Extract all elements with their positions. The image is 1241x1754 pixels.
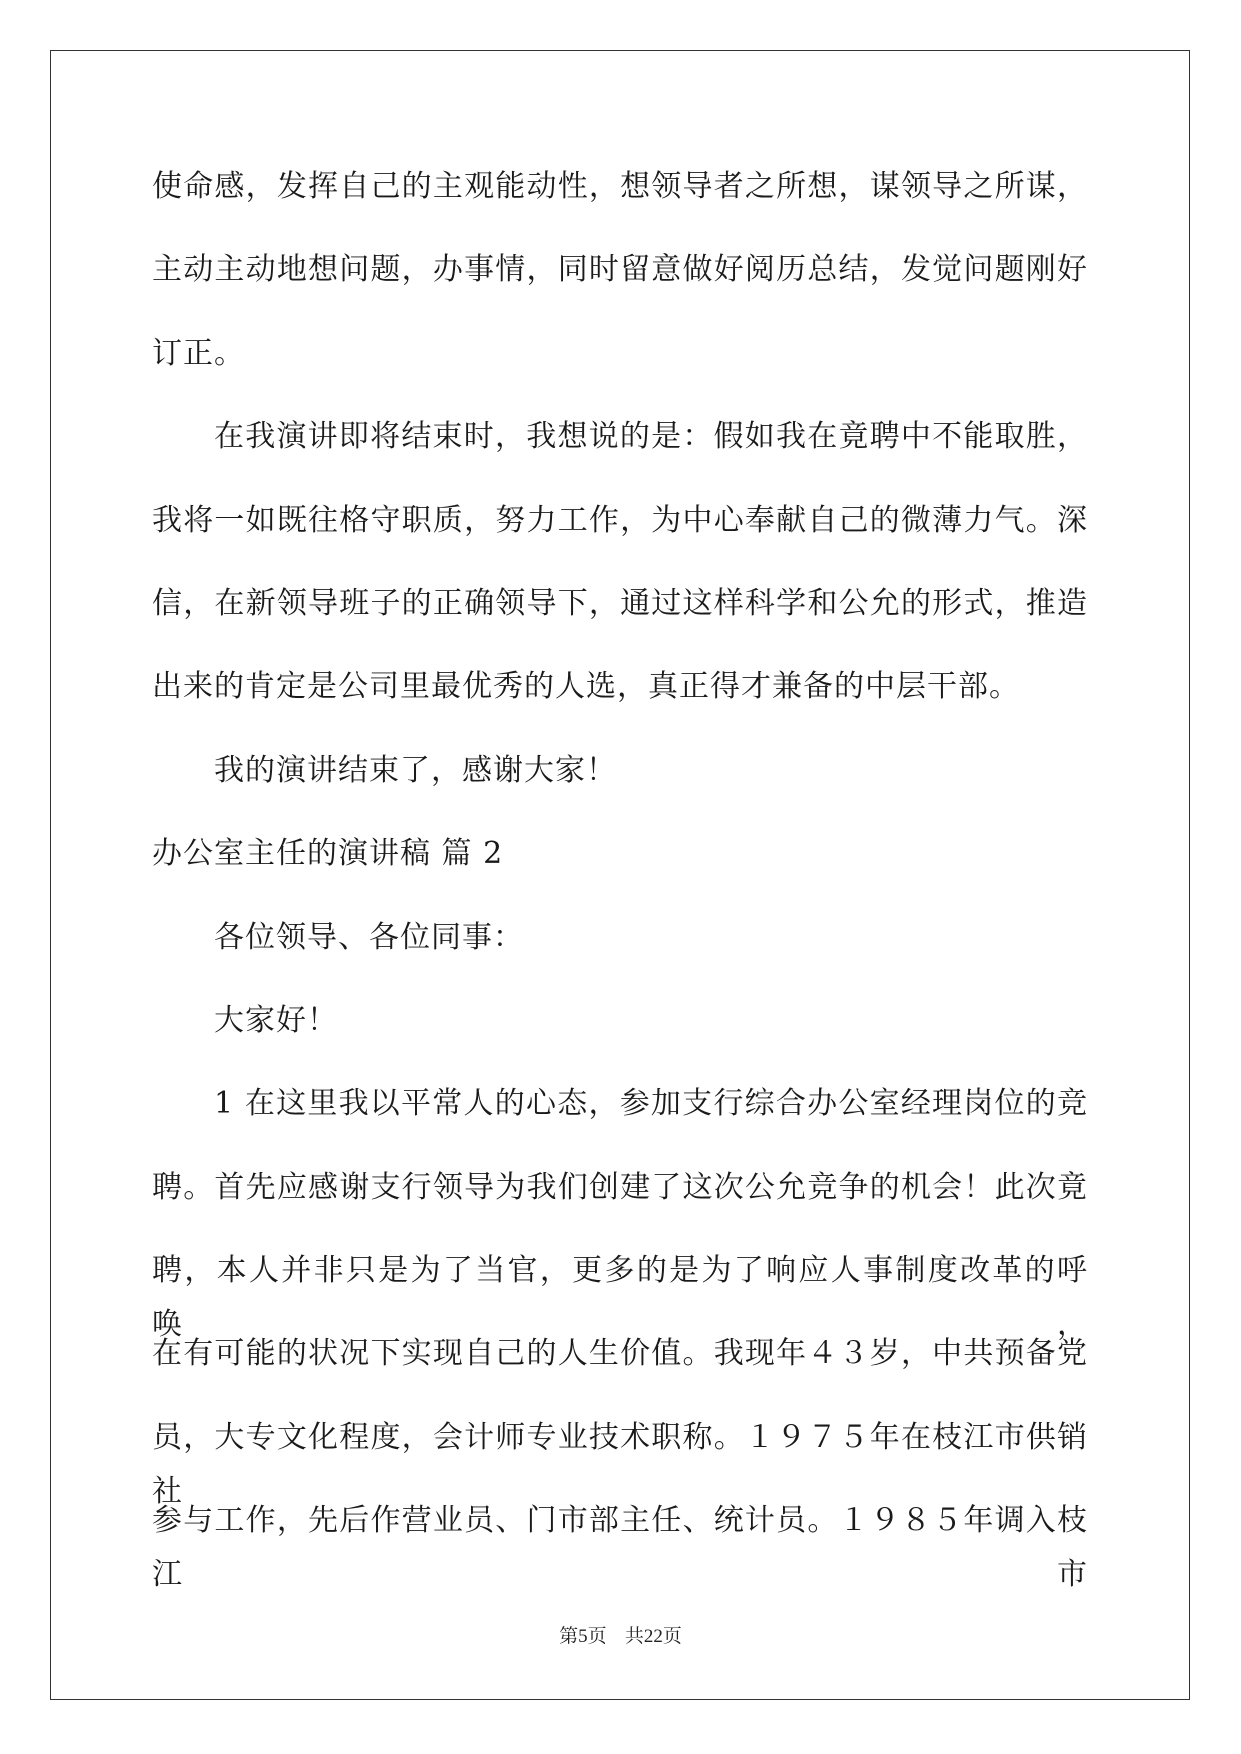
text-line: 出来的肯定是公司里最优秀的人选，真正得才兼备的中层干部。 [152, 669, 1020, 705]
text-line: 信，在新领导班子的正确领导下，通过这样科学和公允的形式，推造 [152, 585, 1088, 621]
footer-prefix: 第 [559, 1625, 579, 1647]
section-heading: 办公室主任的演讲稿 篇 2 [152, 836, 504, 872]
text-line: 聘。首先应感谢支行领导为我们创建了这次公允竞争的机会！此次竟 [152, 1169, 1088, 1205]
page-footer [0, 1621, 1241, 1648]
text-line: 大家好！ [214, 1002, 338, 1038]
text-line: 我将一如既往格守职质，努力工作，为中心奉献自己的微薄力气。深 [152, 502, 1088, 538]
footer-total-suffix: 页 [662, 1625, 682, 1647]
text-line: 我的演讲结束了，感谢大家！ [214, 752, 617, 788]
text-line: 员，大专文化程度，会计师专业技术职称。１９７５年在枝江市供销社 [152, 1419, 1088, 1509]
page-number: 5 [578, 1626, 588, 1647]
text-line: 参与工作，先后作营业员、门市部主任、统计员。１９８５年调入枝江市 [152, 1503, 1088, 1593]
text-line: 在我演讲即将结束时，我想说的是：假如我在竟聘中不能取胜， [214, 419, 1088, 455]
text-line: 主动主动地想问题，办事情，同时留意做好阅历总结，发觉问题刚好 [152, 252, 1088, 288]
footer-page-suffix: 页 [587, 1625, 607, 1647]
total-pages: 22 [643, 1626, 663, 1647]
text-line: 1 在这里我以平常人的心态，参加支行综合办公室经理岗位的竞 [214, 1086, 1088, 1122]
text-line: 使命感，发挥自己的主观能动性，想领导者之所想，谋领导之所谋， [152, 169, 1088, 204]
text-line: 订正。 [152, 335, 245, 371]
footer-total-prefix: 共 [624, 1625, 644, 1647]
text-line: 聘，本人并非只是为了当官，更多的是为了响应人事制度改革的呼唤， [152, 1253, 1088, 1343]
text-line: 各位领导、各位同事： [214, 919, 524, 955]
text-line: 在有可能的状况下实现自己的人生价值。我现年４３岁，中共预备党 [152, 1336, 1088, 1372]
document-body [152, 160, 1088, 1593]
